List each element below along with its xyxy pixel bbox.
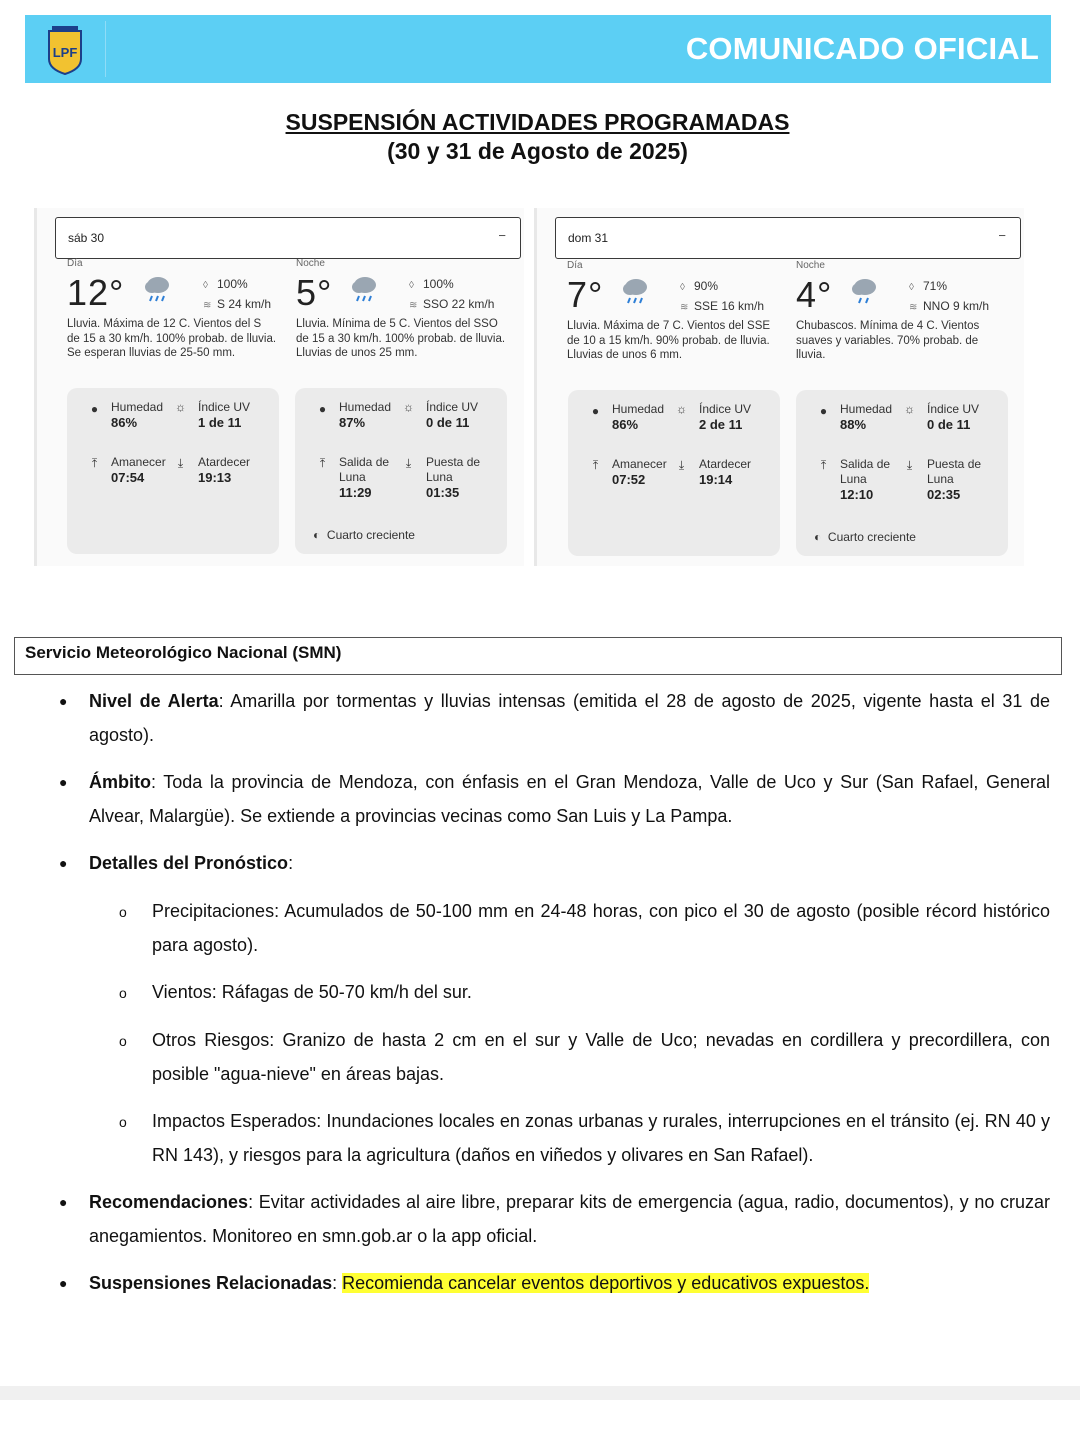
period-description: Lluvia. Mínima de 5 C. Vientos del SSO de 15 a 30 km/h. 100% probab. de lluvia. Lluvias de unos 25 mm. xyxy=(296,318,506,359)
uv-label: Índice UV xyxy=(426,400,479,414)
bullet-label: Recomendaciones xyxy=(89,1192,249,1212)
wind-stat: ≋ SSO 22 km/h xyxy=(409,297,495,311)
bullet-label: Ámbito xyxy=(89,772,151,792)
sub-bullet-impactos xyxy=(119,1104,1050,1172)
bullet-recomendaciones xyxy=(59,1185,1050,1253)
sub-bullet-vientos xyxy=(119,975,1050,1009)
drop-icon: ◊ xyxy=(909,282,914,293)
sunrise-value: 07:52 xyxy=(612,472,646,487)
bullet-ambito xyxy=(59,765,1050,833)
uv-value: 0 de 11 xyxy=(927,417,971,432)
bullet-detalles xyxy=(59,846,1050,880)
moon-phase: ◐ Cuarto creciente xyxy=(313,528,415,542)
bullet-suspensiones xyxy=(59,1266,1050,1300)
collapse-icon[interactable]: − xyxy=(498,228,506,243)
temperature: 5° xyxy=(296,272,333,313)
lpf-shield-logo xyxy=(47,25,83,75)
uv-label: Índice UV xyxy=(927,402,980,416)
half-moon-icon: ◐ xyxy=(313,528,321,542)
uv-value: 1 de 11 xyxy=(198,415,242,430)
humidity-icon: ● xyxy=(591,404,600,418)
sunrise-icon: ⤒ xyxy=(592,458,599,472)
humidity-value: 88% xyxy=(840,417,867,432)
moonrise-value: 11:29 xyxy=(339,485,372,500)
bullet-icon: ● xyxy=(59,774,68,790)
bullet-icon: ● xyxy=(59,1194,68,1210)
collapse-icon[interactable]: − xyxy=(998,228,1006,243)
moonrise-icon: ⤒ xyxy=(820,458,827,472)
wind-stat: ≋ S 24 km/h xyxy=(203,297,272,311)
sunset-label: Atardecer xyxy=(699,457,752,471)
title-line-1: SUSPENSIÓN ACTIVIDADES PROGRAMADAS xyxy=(285,109,790,135)
wind-stat: ≋ SSE 16 km/h xyxy=(680,299,765,313)
bullet-icon: ● xyxy=(59,693,68,709)
humidity-label: Humedad xyxy=(339,400,392,414)
moonset-label: Puesta de Luna xyxy=(426,455,481,484)
temperature: 4° xyxy=(796,274,833,315)
weather-forecast-image xyxy=(34,208,1050,566)
period-label: Día xyxy=(567,260,583,271)
half-moon-icon: ◐ xyxy=(814,530,822,544)
forecast-panel-sat xyxy=(34,208,524,566)
wind-icon: ≋ xyxy=(909,302,918,313)
humidity-icon: ● xyxy=(90,402,99,416)
sunrise-label: Amanecer xyxy=(111,455,166,469)
humidity-value: 86% xyxy=(111,415,138,430)
humidity-label: Humedad xyxy=(612,402,665,416)
details-card xyxy=(67,388,279,554)
header-bar xyxy=(25,15,1051,83)
moonset-icon: ⤓ xyxy=(405,456,412,470)
sub-bullet-precipitaciones xyxy=(119,894,1050,962)
day-header[interactable] xyxy=(555,217,1021,259)
humidity-value: 87% xyxy=(339,415,366,430)
rain-cloud-icon xyxy=(621,276,651,306)
day-header[interactable] xyxy=(55,217,521,259)
sunset-value: 19:13 xyxy=(198,470,232,485)
precip-stat: ◊ 90% xyxy=(680,279,719,293)
sunset-icon: ⤓ xyxy=(678,458,685,472)
moonrise-value: 12:10 xyxy=(840,487,874,502)
wind-icon: ≋ xyxy=(409,300,418,311)
bullet-alerta xyxy=(59,684,1050,752)
bullet-label: Detalles del Pronóstico xyxy=(89,853,289,873)
drop-icon: ◊ xyxy=(680,282,685,293)
rain-cloud-icon xyxy=(850,276,880,306)
bullet-separator: : xyxy=(332,1273,343,1293)
bullet-label: Nivel de Alerta xyxy=(89,691,219,711)
logo-separator xyxy=(105,21,106,77)
details-card xyxy=(295,388,507,554)
day-name: dom 31 xyxy=(568,231,609,245)
sub-bullet-text: Vientos: Ráfagas de 50-70 km/h del sur. xyxy=(152,982,472,1002)
period-description: Chubascos. Mínima de 4 C. Vientos suaves y variables. 70% probab. de lluvia. xyxy=(796,320,980,361)
period-label: Día xyxy=(67,258,83,269)
period-day xyxy=(555,260,783,370)
day-name: sáb 30 xyxy=(68,231,105,245)
sunset-value: 19:14 xyxy=(699,472,733,487)
sub-bullet-icon: o xyxy=(119,1033,127,1049)
temperature: 12° xyxy=(67,272,125,313)
moonrise-label: Salida de Luna xyxy=(339,455,390,484)
sub-bullet-icon: o xyxy=(119,904,127,920)
uv-icon: ☼ xyxy=(403,400,414,414)
sunset-label: Atardecer xyxy=(198,455,251,469)
humidity-value: 86% xyxy=(612,417,639,432)
smn-heading-box xyxy=(14,637,1062,675)
precip-stat: ◊ 100% xyxy=(203,277,248,291)
bullet-text: : Evitar actividades al aire libre, preparar kits de emergencia (agua, radio, documentos), y no cruzar anegamientos. Monitoreo en smn.gob.ar o la app oficial. xyxy=(89,1192,1050,1246)
moonrise-icon: ⤒ xyxy=(319,456,326,470)
period-night xyxy=(784,260,1012,370)
details-card xyxy=(568,390,780,556)
sub-bullet-text: Otros Riesgos: Granizo de hasta 2 cm en el sur y Valle de Uco; nevadas en cordillera y precordillera, con posible "agua-nieve" en áreas bajas. xyxy=(152,1030,1050,1084)
period-description: Lluvia. Máxima de 7 C. Vientos del SSE de 10 a 15 km/h. 90% probab. de lluvia. Lluvias de unos 6 mm. xyxy=(567,320,771,361)
humidity-icon: ● xyxy=(318,402,327,416)
sub-bullet-otros-riesgos xyxy=(119,1023,1050,1091)
temperature: 7° xyxy=(567,274,604,315)
rain-cloud-icon xyxy=(143,274,173,304)
bullet-text: : xyxy=(288,853,294,873)
precip-stat: ◊ 100% xyxy=(409,277,454,291)
uv-value: 2 de 11 xyxy=(699,417,743,432)
rain-cloud-icon xyxy=(350,274,380,304)
period-label: Noche xyxy=(796,260,825,271)
uv-icon: ☼ xyxy=(676,402,687,416)
bullet-label: Suspensiones Relacionadas xyxy=(89,1273,333,1293)
wind-icon: ≋ xyxy=(680,302,689,313)
uv-label: Índice UV xyxy=(699,402,752,416)
bullet-icon: ● xyxy=(59,855,68,871)
sub-bullet-text: Precipitaciones: Acumulados de 50-100 mm en 24-48 horas, con pico el 30 de agosto (posible récord histórico para agosto). xyxy=(152,901,1050,955)
smn-heading: Servicio Meteorológico Nacional (SMN) xyxy=(25,643,342,662)
sub-bullet-icon: o xyxy=(119,1114,127,1130)
period-day xyxy=(55,258,283,368)
drop-icon: ◊ xyxy=(203,280,208,291)
humidity-icon: ● xyxy=(819,404,828,418)
bullet-icon: ● xyxy=(59,1275,68,1291)
title-line-2: (30 y 31 de Agosto de 2025) xyxy=(387,138,688,164)
sunrise-icon: ⤒ xyxy=(91,456,98,470)
humidity-label: Humedad xyxy=(840,402,893,416)
moon-phase: ◐ Cuarto creciente xyxy=(814,530,916,544)
wind-stat: ≋ NNO 9 km/h xyxy=(909,299,990,313)
uv-value: 0 de 11 xyxy=(426,415,470,430)
moonset-value: 01:35 xyxy=(426,485,460,500)
humidity-label: Humedad xyxy=(111,400,164,414)
period-label: Noche xyxy=(296,258,325,269)
moonset-label: Puesta de Luna xyxy=(927,457,982,486)
sub-bullet-text: Impactos Esperados: Inundaciones locales en zonas urbanas y rurales, interrupciones en el tránsito (ej. RN 40 y RN 143), y riesgos para la agricultura (daños en viñedos y olivares en San Rafael). xyxy=(152,1111,1050,1165)
uv-icon: ☼ xyxy=(175,400,186,414)
uv-icon: ☼ xyxy=(904,402,915,416)
svg-text:LPF: LPF xyxy=(52,45,78,60)
header-title: COMUNICADO OFICIAL xyxy=(685,31,1039,66)
details-card xyxy=(796,390,1008,556)
period-description: Lluvia. Máxima de 12 C. Vientos del S de 15 a 30 km/h. 100% probab. de lluvia. Se esperan lluvias de 25-50 mm. xyxy=(67,318,277,359)
period-night xyxy=(284,258,512,368)
sunrise-label: Amanecer xyxy=(612,457,667,471)
sunset-icon: ⤓ xyxy=(177,456,184,470)
highlighted-text: Recomienda cancelar eventos deportivos y educativos expuestos. xyxy=(342,1273,870,1293)
sunrise-value: 07:54 xyxy=(111,470,145,485)
precip-stat: ◊ 71% xyxy=(909,279,948,293)
moonrise-label: Salida de Luna xyxy=(840,457,891,486)
bullet-text: : Toda la provincia de Mendoza, con énfasis en el Gran Mendoza, Valle de Uco y Sur (San Rafael, General Alvear, Malargüe). Se extiende a provincias vecinas como San Luis y La Pampa. xyxy=(89,772,1050,826)
footer-strip xyxy=(0,1386,1080,1400)
uv-label: Índice UV xyxy=(198,400,251,414)
moonset-value: 02:35 xyxy=(927,487,961,502)
sub-bullet-icon: o xyxy=(119,985,127,1001)
drop-icon: ◊ xyxy=(409,280,414,291)
moonset-icon: ⤓ xyxy=(906,458,913,472)
bullet-text: : Amarilla por tormentas y lluvias intensas (emitida el 28 de agosto de 2025, vigente hasta el 31 de agosto). xyxy=(89,691,1050,745)
forecast-panel-sun xyxy=(534,208,1024,566)
wind-icon: ≋ xyxy=(203,300,212,311)
document-title xyxy=(0,108,1075,166)
